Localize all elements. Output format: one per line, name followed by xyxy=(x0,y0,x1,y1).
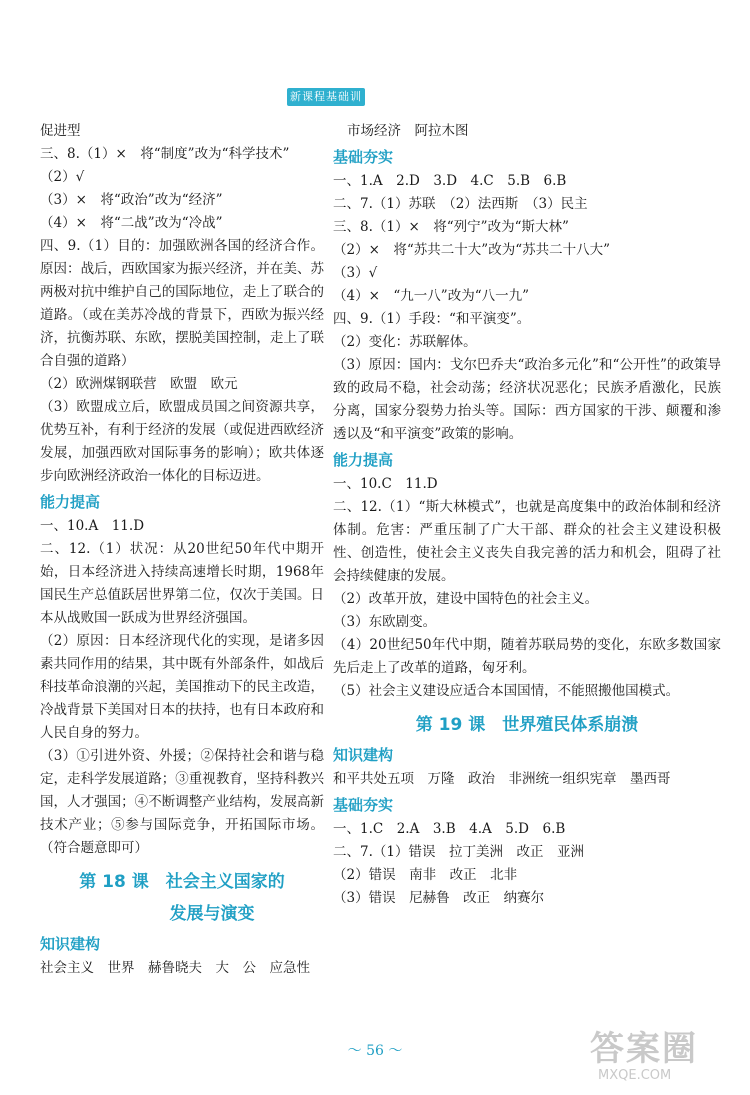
lesson-18-title: 第 18 课 社会主义国家的 xyxy=(79,872,285,892)
answer-paragraph: （3）欧盟成立后，欧盟成员国之间资源共享，优势互补，有利于经济的发展（或促进西欧经济发展，加强西欧对国际事务的影响）；欧共体逐步向欧洲经济政治一体化的目标迈进。 xyxy=(40,399,324,484)
section-heading-knowledge: 知识建构 xyxy=(333,746,394,764)
answer-line: 市场经济 阿拉木图 xyxy=(347,123,469,139)
answer-paragraph: （3）原因：国内：戈尔巴乔夫“政治多元化”和“公开性”的政策导致的政局不稳，社会动荡；经济状况恶化；民族矛盾激化，民族分离，国家分裂势力抬头等。国际：西方国家的干涉、颠覆和渗透以及“和平演变”政策的影响。 xyxy=(333,357,721,442)
answer-line: （2）变化：苏联解体。 xyxy=(333,334,477,350)
answer-line: （2）改革开放，建设中国特色的社会主义。 xyxy=(333,591,599,607)
section-heading-knowledge: 知识建构 xyxy=(40,935,101,953)
section-heading-ability: 能力提高 xyxy=(40,493,101,511)
section-banner: 新课程基础训练 xyxy=(287,88,365,106)
answer-line: 一、10.C 11.D xyxy=(333,476,438,492)
section-heading-basic: 基础夯实 xyxy=(333,148,394,166)
answer-line: （2）错误 南非 改正 北非 xyxy=(333,867,518,883)
left-column xyxy=(40,120,324,980)
answer-line: 四、9.（1）手段：“和平演变”。 xyxy=(333,311,531,327)
watermark-logo xyxy=(590,1030,740,1090)
section-heading-basic: 基础夯实 xyxy=(333,796,394,814)
answer-line: （2）× 将“苏共二十大”改为“苏共二十八大” xyxy=(333,242,611,258)
answer-line: 社会主义 世界 赫鲁晓夫 大 公 应急性 xyxy=(40,960,310,976)
answer-line: 三、8.（1）× 将“列宁”改为“斯大林” xyxy=(333,219,569,235)
answer-line: （4）× “九一八”改为“八一九” xyxy=(333,288,530,304)
answer-paragraph: （4）20世纪50年代中期，随着苏联局势的变化，东欧多数国家先后走上了改革的道路，匈牙利。 xyxy=(333,637,721,676)
answer-line: （3）× 将“政治”改为“经济” xyxy=(40,192,223,208)
answer-line: （2）√ xyxy=(40,169,85,185)
watermark-text: 答案圈 xyxy=(590,1029,698,1069)
answer-paragraph: （2）原因：日本经济现代化的实现，是诸多因素共同作用的结果，其中既有外部条件，如战后科技革命浪潮的兴起，美国推动下的民主改造，冷战背景下美国对日本的扶持，也有日本政府和人民自身的努力。 xyxy=(40,633,324,741)
answer-paragraph: （5）社会主义建设应适合本国国情，不能照搬他国模式。 xyxy=(333,683,680,699)
lesson-18-subtitle: 发展与演变 xyxy=(169,904,255,924)
answer-line: （3）东欧剧变。 xyxy=(333,614,437,630)
answer-line: 一、1.C 2.A 3.B 4.A 5.D 6.B xyxy=(333,821,566,837)
answer-line: 二、7.（1）苏联 （2）法西斯 （3）民主 xyxy=(333,196,588,212)
answer-line: 三、8.（1）× 将“制度”改为“科学技术” xyxy=(40,146,290,162)
answer-paragraph: 和平共处五项 万隆 政治 非洲统一组织宪章 墨西哥 xyxy=(333,771,671,787)
answer-line: 二、7.（1）错误 拉丁美洲 改正 亚洲 xyxy=(333,844,584,860)
answer-line: 一、1.A 2.D 3.D 4.C 5.B 6.B xyxy=(333,173,567,189)
answer-paragraph: 二、12.（1）状况：从20世纪50年代中期开始，日本经济进入持续高速增长时期，1968年国民生产总值跃居世界第二位，仅次于美国。日本从战败国一跃成为世界经济强国。 xyxy=(40,541,324,626)
page-number: ～ 56 ～ xyxy=(347,1043,403,1059)
answer-paragraph: 四、9.（1）目的：加强欧洲各国的经济合作。原因：战后，西欧国家为振兴经济，并在美、苏两极对抗中维护自己的国际地位，走上了联合的道路。（或在美苏冷战的背景下，西欧为振兴经济，抗衡苏联、东欧，摆脱美国控制，走上了联合自强的道路） xyxy=(40,238,324,369)
answer-paragraph: 二、12.（1）“斯大林模式”，也就是高度集中的政治体制和经济体制。危害：严重压制了广大干部、群众的社会主义建设积极性、创造性，使社会主义丧失自我完善的活力和机会，阻碍了社会持续健康的发展。 xyxy=(333,499,721,584)
answer-line: （3）√ xyxy=(333,265,378,281)
section-heading-ability: 能力提高 xyxy=(333,451,394,469)
lesson-19-title: 第 19 课 世界殖民体系崩溃 xyxy=(415,715,639,735)
answer-line: （2）欧洲煤钢联营 欧盟 欧元 xyxy=(40,376,238,392)
answer-line: （3）错误 尼赫鲁 改正 纳赛尔 xyxy=(333,890,545,906)
right-column xyxy=(333,120,721,910)
answer-line: 一、10.A 11.D xyxy=(40,518,145,534)
watermark-url: MXQE.COM xyxy=(598,1068,672,1083)
answer-line: 促进型 xyxy=(40,123,81,139)
answer-paragraph: （3）①引进外资、外援；②保持社会和谐与稳定，走科学发展道路；③重视教育，坚持科教兴国，人才强国；④不断调整产业结构，发展高新技术产业；⑤参与国际竞争，开拓国际市场。（符合题意即可） xyxy=(40,748,324,856)
answer-line: （4）× 将“二战”改为“冷战” xyxy=(40,215,223,231)
